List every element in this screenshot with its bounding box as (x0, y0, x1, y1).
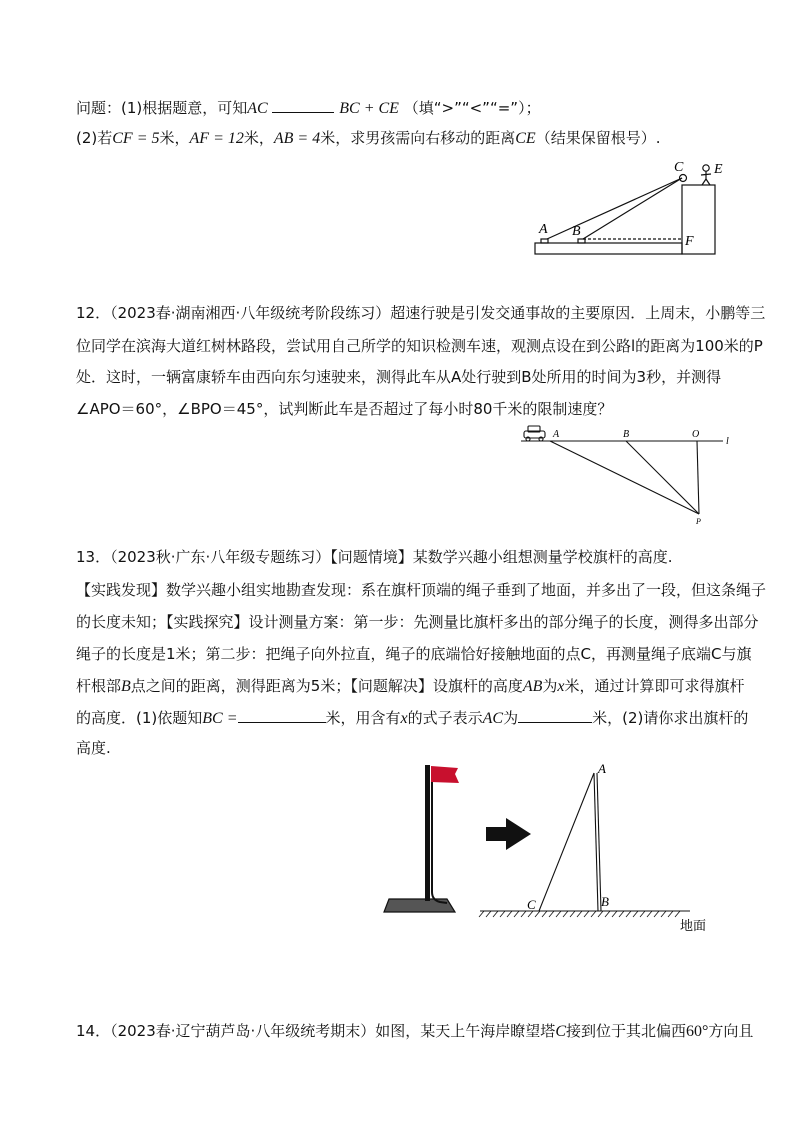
q13-label-ground: 地面 (680, 919, 707, 934)
q13-flagpole-rope (432, 773, 447, 903)
q11-label-e: E (714, 162, 723, 177)
q13-hatch-mark (493, 911, 498, 917)
q11-label-c: C (674, 160, 684, 175)
q11-label-a: A (539, 222, 548, 237)
q13-hatch-mark (521, 911, 526, 917)
q13-hatch-mark (668, 911, 673, 917)
q13-hatch-mark (507, 911, 512, 917)
q13-text: 杆根部 (76, 677, 122, 695)
q12-label-p: P (696, 517, 701, 526)
q13-flag (431, 766, 459, 783)
q13-label-c: C (527, 897, 536, 912)
q13-text: 的式子表示 (407, 709, 483, 727)
q13-hatch-mark (486, 911, 491, 917)
q13-ground-hatch (479, 911, 680, 917)
q13-hatch-mark (542, 911, 547, 917)
q13-hatch-mark (675, 911, 680, 917)
q11-text: (2)若 (76, 129, 113, 147)
q12-label-b: B (623, 429, 630, 440)
q13-text: 为 (503, 709, 519, 727)
q13-line-7: 高度. (76, 739, 111, 757)
q11-math-bc-ce: BC + CE (339, 100, 399, 117)
q11-text: （结果保留根号）. (535, 129, 661, 147)
q13-hatch-mark (563, 911, 568, 917)
q13-rope-ac (539, 773, 594, 911)
q13-math-ab: AB (522, 678, 543, 695)
q12-line-3: 处．这时，一辆富康轿车由西向东匀速驶来，测得此车从A处行驶到B处所用的时间为3秒，并测得 (76, 368, 722, 386)
q13-hatch-mark (591, 911, 596, 917)
q11-math-ab: AB = 4 (273, 130, 321, 147)
q13-text: 为 (542, 677, 558, 695)
q13-hatch-mark (535, 911, 540, 917)
q13-label-b: B (601, 894, 609, 909)
q11-math-cf: CF = 5 (112, 130, 160, 147)
q13-line-4: 绳子的长度是1米；第二步：把绳子向外拉直，绳子的底端恰好接触地面的点C，再测量绳子底端C与旗 (76, 645, 752, 663)
q13-text: 点之间的距离，测得距离为5米；【问题解决】设旗杆的高度 (130, 677, 523, 695)
q13-hatch-mark (584, 911, 589, 917)
q13-hatch-mark (612, 911, 617, 917)
q11-text: 米， (159, 129, 190, 147)
q11-label-b: B (572, 224, 581, 239)
q13-math-bc: BC = (202, 710, 238, 727)
q11-math-ce: CE (515, 130, 536, 147)
q14-text: 14．（2023春·辽宁葫芦岛·八年级统考期末）如图，某天上午海岸瞭望塔 (76, 1022, 556, 1040)
q13-text: 的高度．(1)依题知 (76, 709, 203, 727)
q13-hatch-mark (605, 911, 610, 917)
q11-math-ac: AC (247, 100, 268, 117)
q13-hatch-mark (549, 911, 554, 917)
q13-text: 米，(2)请你求出旗杆的 (592, 709, 749, 727)
q13-hatch-mark (514, 911, 519, 917)
q13-math-x: x (400, 710, 408, 727)
q13-hatch-mark (626, 911, 631, 917)
q13-label-a: A (598, 761, 606, 776)
q13-line-2: 【实践发现】数学兴趣小组实地勘查发现：系在旗杆顶端的绳子垂到了地面，并多出了一段，但这条绳子 (76, 581, 767, 599)
q11-text-fill-hint: （填“>”“<”“=”）； (403, 99, 541, 117)
q13-flagpole-base (384, 899, 455, 912)
q13-hatch-mark (598, 911, 603, 917)
q13-hatch-mark (647, 911, 652, 917)
q14-text: 方向且 (708, 1022, 754, 1040)
q13-arrow-head (506, 818, 531, 850)
q12-line-1: 12．（2023春·湖南湘西·八年级统考阶段练习）超速行驶是引发交通事故的主要原因．上周末，小鹏等三 (76, 304, 766, 322)
q11-text: 米，求男孩需向右移动的距离 (320, 129, 516, 147)
q13-hatch-mark (577, 911, 582, 917)
q13-math-ac: AC (482, 710, 504, 727)
q13-hatch-mark (500, 911, 505, 917)
q13-math-x: x (557, 678, 565, 695)
q11-text: 米， (243, 129, 274, 147)
q11-text: 问题：(1)根据题意，可知 (76, 99, 248, 117)
q12-label-l: l (726, 436, 729, 447)
q14-line-1 (76, 1021, 753, 1042)
q13-flagpole-pole (425, 765, 430, 901)
q12-line-4: ∠APO＝60°，∠BPO＝45°，试判断此车是否超过了每小时80千米的限制速度？ (76, 400, 613, 418)
q14-text: 接到位于其北偏西 (565, 1022, 686, 1040)
q13-hatch-mark (661, 911, 666, 917)
q13-text: 米，用含有 (325, 709, 401, 727)
q13-hatch-mark (633, 911, 638, 917)
q13-hatch-mark (640, 911, 645, 917)
q13-text: 米，通过计算即可求得旗杆 (564, 677, 745, 695)
q13-line-1: 13．（2023秋·广东·八年级专题练习）【问题情境】某数学兴趣小组想测量学校旗杆的高度. (76, 548, 673, 566)
q13-math-b: B (121, 678, 131, 695)
q13-hatch-mark (556, 911, 561, 917)
q12-label-o: O (692, 429, 700, 440)
q12-line-2: 位同学在滨海大道红树林路段，尝试用自己所学的知识检测车速，观测点设在到公路l的距离为100米的P (76, 337, 763, 355)
q13-hatch-mark (654, 911, 659, 917)
q14-math-angle: 60° (686, 1023, 709, 1040)
q13-hatch-mark (619, 911, 624, 917)
q13-hatch-mark (570, 911, 575, 917)
q11-label-f: F (685, 234, 694, 249)
q13-line-3: 的长度未知；【实践探究】设计测量方案：第一步：先测量比旗杆多出的部分绳子的长度，测得多出部分 (76, 613, 759, 631)
q13-hatch-mark (479, 911, 484, 917)
q13-arrow-shaft (486, 827, 506, 841)
q11-math-af: AF = 12 (189, 130, 244, 147)
q14-math-c: C (555, 1023, 566, 1040)
q12-label-a: A (553, 429, 560, 440)
